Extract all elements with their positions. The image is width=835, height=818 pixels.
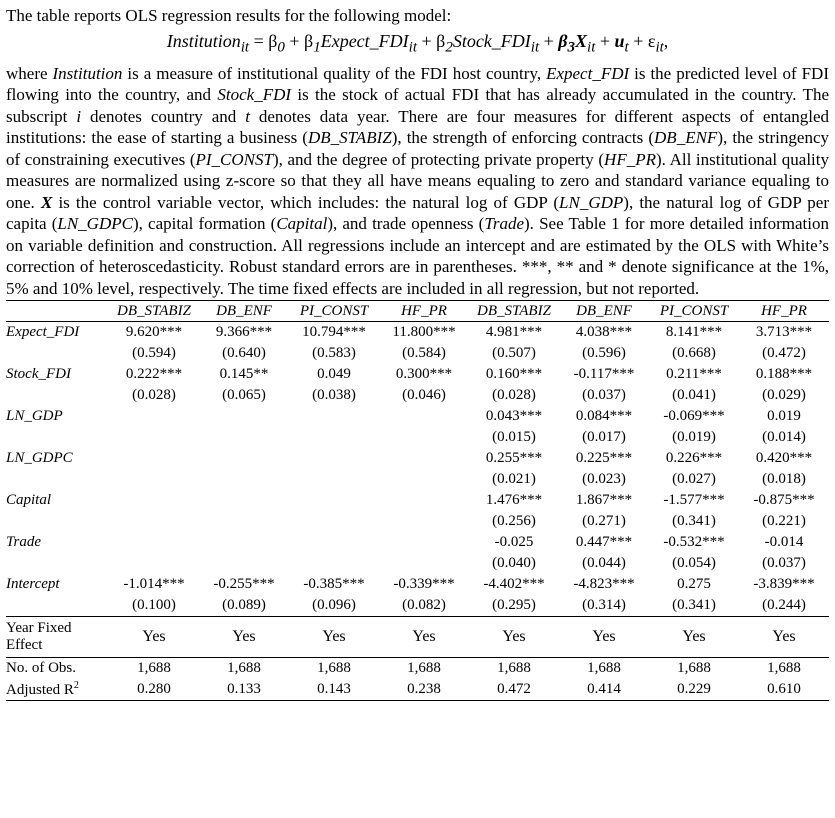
coef-cell xyxy=(199,448,289,469)
eq-term: + ε xyxy=(628,31,656,51)
coef-cell xyxy=(109,406,199,427)
table-row xyxy=(6,448,829,469)
coef-cell: -4.823*** xyxy=(573,576,635,593)
row-label: Intercept xyxy=(6,576,60,593)
table-row xyxy=(6,343,829,364)
coef-cell: 0.160*** xyxy=(485,366,543,383)
coef-cell: 0.019 xyxy=(767,408,801,425)
se-cell: (0.040) xyxy=(492,555,536,572)
table-header-cell: HF_PR xyxy=(739,301,829,322)
se-cell: (0.596) xyxy=(582,345,626,362)
row-label-empty xyxy=(6,595,109,617)
coef-cell xyxy=(199,532,289,553)
model-equation xyxy=(6,28,829,61)
regression-table xyxy=(6,300,829,701)
row-label-line: Year Fixed xyxy=(6,620,72,637)
se-cell: (0.096) xyxy=(312,597,356,614)
coef-cell xyxy=(379,406,469,427)
coef-cell: 0.049 xyxy=(317,366,351,383)
se-cell xyxy=(379,511,469,532)
coef-cell: 10.794*** xyxy=(302,324,366,341)
se-cell xyxy=(109,511,199,532)
coef-cell xyxy=(289,532,379,553)
se-cell: (0.021) xyxy=(492,471,536,488)
obs-cell: 1,688 xyxy=(199,658,289,680)
eq-sub: it xyxy=(530,39,540,56)
row-label-sup: 2 xyxy=(73,680,79,692)
se-cell: (0.640) xyxy=(222,345,266,362)
table-header-cell: PI_CONST xyxy=(289,301,379,322)
se-cell: (0.594) xyxy=(132,345,176,362)
note-text: ), the stringency of constraining executives ( xyxy=(6,128,829,169)
se-cell: (0.507) xyxy=(492,345,536,362)
coef-cell xyxy=(109,448,199,469)
note-text: is the stock of actual FDI that has already accumulated in the country. The subscript xyxy=(6,85,829,126)
se-cell: (0.256) xyxy=(492,513,536,530)
se-cell: (0.082) xyxy=(402,597,446,614)
intro-text: The table reports OLS regression results for the following model: xyxy=(6,6,452,25)
note-text: ). See Table 1 for more detailed information on variable definition and construction. All regressions include an intercept and are estimated by the OLS with White’s correction of heteroscedasticity. Robust standard errors are in parentheses. ***, ** and * denote significance at the 1%, 5% and 10% level, respectively. The time fixed effects are included in all regression, but not reported. xyxy=(6,214,829,298)
coef-cell: -0.014 xyxy=(764,534,804,551)
table-row xyxy=(6,364,829,385)
note-var: LN_GDPC xyxy=(57,214,133,234)
coef-cell: 4.038*** xyxy=(575,324,633,341)
r2-cell: 0.414 xyxy=(559,679,649,701)
eq-sub: 0 xyxy=(277,39,285,56)
coef-cell xyxy=(379,532,469,553)
coef-cell: 0.145** xyxy=(219,366,269,383)
se-cell xyxy=(109,427,199,448)
se-cell xyxy=(109,469,199,490)
obs-cell: 1,688 xyxy=(739,658,829,680)
obs-cell: 1,688 xyxy=(289,658,379,680)
coef-cell xyxy=(289,406,379,427)
se-cell: (0.028) xyxy=(132,387,176,404)
se-cell: (0.244) xyxy=(762,597,806,614)
se-cell: (0.100) xyxy=(132,597,176,614)
table-row xyxy=(6,574,829,595)
se-cell: (0.089) xyxy=(222,597,266,614)
fe-cell: Yes xyxy=(289,617,379,658)
coef-cell xyxy=(379,448,469,469)
row-label: Expect_FDI xyxy=(6,324,80,341)
se-cell xyxy=(199,553,289,574)
table-header-cell xyxy=(6,301,109,322)
row-label: No. of Obs. xyxy=(6,658,109,680)
se-cell xyxy=(289,553,379,574)
fe-cell: Yes xyxy=(739,617,829,658)
note-text: is the control variable vector, which includes: the natural log of GDP ( xyxy=(52,192,560,212)
coef-cell: -0.339*** xyxy=(393,576,455,593)
coef-cell: 0.043*** xyxy=(485,408,543,425)
coef-cell: 0.255*** xyxy=(485,450,543,467)
note-text: ), capital formation ( xyxy=(132,214,277,234)
coef-cell: -0.875*** xyxy=(753,492,815,509)
obs-cell: 1,688 xyxy=(559,658,649,680)
note-text: is a measure of institutional quality of the FDI host country, xyxy=(122,63,547,83)
row-label-empty xyxy=(6,553,109,574)
note-text: denotes country and xyxy=(81,106,246,126)
coef-cell xyxy=(199,406,289,427)
coef-cell: 3.713*** xyxy=(755,324,813,341)
note-text: is the predicted level of FDI flowing into the country, and xyxy=(6,63,829,105)
note-text: ), and trade openness ( xyxy=(327,214,485,234)
se-cell: (0.341) xyxy=(672,513,716,530)
coef-cell: 0.225*** xyxy=(575,450,633,467)
coef-cell xyxy=(109,490,199,511)
se-cell: (0.221) xyxy=(762,513,806,530)
fe-cell: Yes xyxy=(199,617,289,658)
se-cell: (0.054) xyxy=(672,555,716,572)
row-label-empty xyxy=(6,511,109,532)
table-row xyxy=(6,595,829,617)
coef-cell: 0.222*** xyxy=(125,366,183,383)
coef-cell: -0.385*** xyxy=(303,576,365,593)
se-cell xyxy=(199,511,289,532)
table-row xyxy=(6,322,829,344)
se-cell: (0.668) xyxy=(672,345,716,362)
coef-cell xyxy=(109,532,199,553)
fe-cell: Yes xyxy=(559,617,649,658)
se-cell: (0.472) xyxy=(762,345,806,362)
se-cell: (0.041) xyxy=(672,387,716,404)
coef-cell: 0.188*** xyxy=(755,366,813,383)
coef-cell: 9.620*** xyxy=(125,324,183,341)
r2-cell: 0.610 xyxy=(739,679,829,701)
note-text: denotes data year. There are four measures for different aspects of entangled institutions: the ease of starting a business ( xyxy=(6,106,830,148)
note-var: DB_ENF xyxy=(654,128,718,148)
table-row xyxy=(6,658,829,680)
obs-cell: 1,688 xyxy=(469,658,559,680)
table-note xyxy=(6,63,829,300)
note-var: HF_PR xyxy=(604,149,656,169)
row-label: Stock_FDI xyxy=(6,366,71,383)
table-header-row xyxy=(6,301,829,322)
table-row xyxy=(6,553,829,574)
se-cell: (0.271) xyxy=(582,513,626,530)
table-row xyxy=(6,427,829,448)
r2-cell: 0.238 xyxy=(379,679,469,701)
note-var: Trade xyxy=(484,214,525,234)
r2-cell: 0.143 xyxy=(289,679,379,701)
note-var: PI_CONST xyxy=(195,149,273,169)
table-header-cell: HF_PR xyxy=(379,301,469,322)
se-cell: (0.037) xyxy=(762,555,806,572)
note-var: X xyxy=(40,192,53,212)
note-var: Capital xyxy=(276,214,328,234)
row-label-empty xyxy=(6,343,109,364)
table-row xyxy=(6,617,829,658)
table-body xyxy=(6,322,829,701)
se-cell: (0.314) xyxy=(582,597,626,614)
r2-cell: 0.472 xyxy=(469,679,559,701)
se-cell: (0.017) xyxy=(582,429,626,446)
coef-cell: 0.084*** xyxy=(575,408,633,425)
eq-term: Expect_FDI xyxy=(320,31,409,51)
coef-cell: 8.141*** xyxy=(665,324,723,341)
fe-cell: Yes xyxy=(379,617,469,658)
note-var: Expect_FDI xyxy=(546,63,630,83)
table-row xyxy=(6,511,829,532)
se-cell: (0.023) xyxy=(582,471,626,488)
se-cell: (0.584) xyxy=(402,345,446,362)
se-cell: (0.018) xyxy=(762,471,806,488)
eq-term: Stock_FDI xyxy=(452,31,531,51)
eq-term: + β xyxy=(284,31,314,51)
note-var: Stock_FDI xyxy=(217,85,292,105)
eq-sub: it xyxy=(240,39,250,56)
table-row xyxy=(6,490,829,511)
fe-cell: Yes xyxy=(649,617,739,658)
se-cell xyxy=(199,469,289,490)
r2-cell: 0.229 xyxy=(649,679,739,701)
row-label-empty xyxy=(6,427,109,448)
se-cell: (0.044) xyxy=(582,555,626,572)
eq-term: + xyxy=(539,31,559,51)
obs-cell: 1,688 xyxy=(379,658,469,680)
coef-cell: 0.420*** xyxy=(755,450,813,467)
row-label: LN_GDPC xyxy=(6,450,73,467)
coef-cell: 0.275 xyxy=(677,576,711,593)
note-text: ), the strength of enforcing contracts ( xyxy=(391,128,655,148)
row-label: LN_GDP xyxy=(6,408,63,425)
se-cell xyxy=(379,427,469,448)
se-cell xyxy=(379,553,469,574)
fe-cell: Yes xyxy=(469,617,559,658)
coef-cell xyxy=(379,490,469,511)
obs-cell: 1,688 xyxy=(109,658,199,680)
se-cell: (0.046) xyxy=(402,387,446,404)
coef-cell: 0.447*** xyxy=(575,534,633,551)
eq-term: + xyxy=(595,31,615,51)
table-header-cell: PI_CONST xyxy=(649,301,739,322)
se-cell xyxy=(289,469,379,490)
se-cell: (0.295) xyxy=(492,597,536,614)
se-cell: (0.583) xyxy=(312,345,356,362)
note-text: where xyxy=(6,63,53,83)
coef-cell: 0.300*** xyxy=(395,366,453,383)
table-row xyxy=(6,469,829,490)
eq-term: + β xyxy=(417,31,446,51)
row-label-line: Effect xyxy=(6,637,43,654)
coef-cell: 0.226*** xyxy=(665,450,723,467)
coef-cell: -0.255*** xyxy=(213,576,275,593)
obs-cell: 1,688 xyxy=(649,658,739,680)
eq-sub: 1 xyxy=(313,39,321,56)
eq-sub: t xyxy=(624,39,629,56)
eq-term: u xyxy=(614,31,625,51)
table-header-cell: DB_ENF xyxy=(199,301,289,322)
coef-cell: 9.366*** xyxy=(215,324,273,341)
se-cell: (0.027) xyxy=(672,471,716,488)
coef-cell xyxy=(289,490,379,511)
note-var: t xyxy=(245,106,250,126)
table-header-cell: DB_STABIZ xyxy=(469,301,559,322)
se-cell: (0.015) xyxy=(492,429,536,446)
r2-cell: 0.133 xyxy=(199,679,289,701)
note-text: ). All institutional quality measures are normalized using z-score so that they all have means equaling to zero and standard variance equaling to one. xyxy=(6,149,830,212)
table-header-cell: DB_ENF xyxy=(559,301,649,322)
table-header-cell: DB_STABIZ xyxy=(109,301,199,322)
r2-cell: 0.280 xyxy=(109,679,199,701)
coef-cell: -0.025 xyxy=(494,534,534,551)
coef-cell: -4.402*** xyxy=(483,576,545,593)
coef-cell: 1.476*** xyxy=(485,492,543,509)
note-var: DB_STABIZ xyxy=(307,128,392,148)
note-text: ), the natural log of GDP per capita ( xyxy=(6,192,829,234)
row-label-text: Adjusted R xyxy=(6,682,74,699)
eq-sub: it xyxy=(655,39,664,56)
eq-lhs: Institution xyxy=(166,31,241,51)
coef-cell: -1.014*** xyxy=(123,576,185,593)
table-row xyxy=(6,679,829,701)
se-cell: (0.065) xyxy=(222,387,266,404)
coef-cell: 11.800*** xyxy=(392,324,456,341)
row-label: Capital xyxy=(6,492,52,509)
coef-cell: -3.839*** xyxy=(753,576,815,593)
se-cell: (0.028) xyxy=(492,387,536,404)
note-var: i xyxy=(76,106,82,126)
eq-sub: it xyxy=(587,39,596,56)
coef-cell: 0.211*** xyxy=(666,366,722,383)
eq-term: X xyxy=(575,31,588,51)
table-row xyxy=(6,532,829,553)
eq-sub: it xyxy=(408,39,417,56)
se-cell: (0.014) xyxy=(762,429,806,446)
se-cell xyxy=(289,427,379,448)
se-cell: (0.019) xyxy=(672,429,716,446)
note-var: LN_GDP xyxy=(559,192,624,212)
row-label-empty xyxy=(6,385,109,406)
fe-cell: Yes xyxy=(109,617,199,658)
table-row xyxy=(6,406,829,427)
se-cell xyxy=(379,469,469,490)
eq-sub: 3 xyxy=(567,39,576,56)
coef-cell: -0.069*** xyxy=(663,408,725,425)
table-row xyxy=(6,385,829,406)
coef-cell: -1.577*** xyxy=(663,492,725,509)
note-var: Institution xyxy=(52,63,123,83)
coef-cell: 1.867*** xyxy=(575,492,633,509)
eq-term: , xyxy=(663,31,669,51)
coef-cell xyxy=(289,448,379,469)
row-label-empty xyxy=(6,469,109,490)
coef-cell: -0.117*** xyxy=(573,366,635,383)
se-cell xyxy=(199,427,289,448)
se-cell xyxy=(289,511,379,532)
row-label xyxy=(6,617,109,658)
se-cell xyxy=(109,553,199,574)
coef-cell: -0.532*** xyxy=(663,534,725,551)
se-cell: (0.029) xyxy=(762,387,806,404)
eq-sub: 2 xyxy=(445,39,453,56)
eq-term: = β xyxy=(249,31,278,51)
row-label xyxy=(6,679,109,701)
se-cell: (0.038) xyxy=(312,387,356,404)
row-label: Trade xyxy=(6,534,42,551)
se-cell: (0.037) xyxy=(582,387,626,404)
coef-cell: 4.981*** xyxy=(485,324,543,341)
note-text: ), and the degree of protecting private property ( xyxy=(272,149,605,169)
eq-term: β xyxy=(558,31,568,51)
se-cell: (0.341) xyxy=(672,597,716,614)
coef-cell xyxy=(199,490,289,511)
